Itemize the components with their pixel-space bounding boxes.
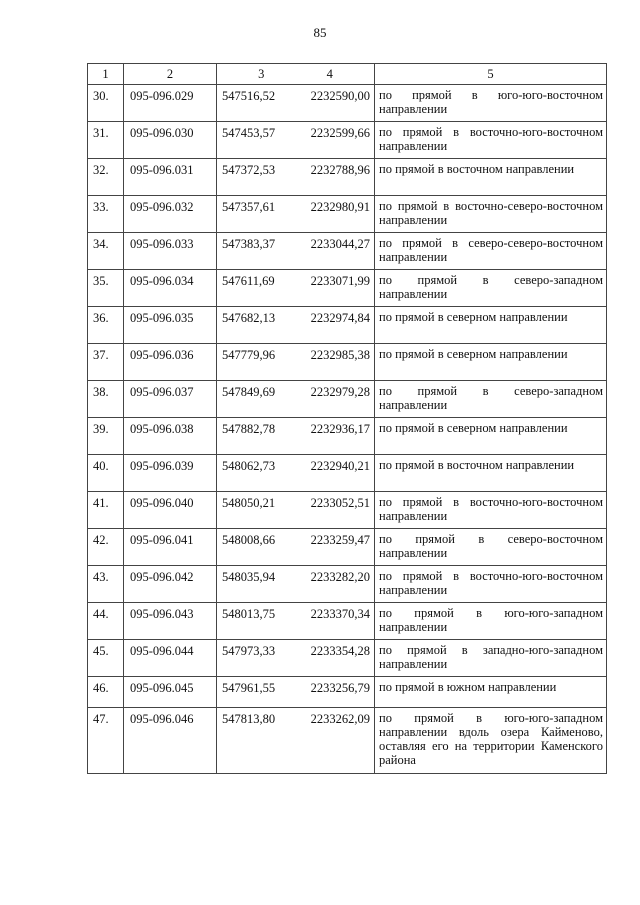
coordinate-x: 547813,80 (222, 712, 276, 726)
coordinate-x: 548050,21 (222, 496, 276, 510)
row-number: 46. (88, 677, 124, 708)
direction-description-cell (375, 418, 607, 455)
point-code: 095-096.042 (124, 566, 217, 603)
direction-description: по прямой в северо-западном направлении (379, 384, 603, 412)
table-row (88, 492, 607, 529)
row-number: 40. (88, 455, 124, 492)
point-code: 095-096.029 (124, 85, 217, 122)
coordinate-y: 2233256,79 (310, 681, 370, 695)
direction-description: по прямой в восточно-северо-восточном направлении (379, 199, 603, 227)
direction-description: по прямой в западно-юго-западном направлении (379, 643, 603, 671)
direction-description: по прямой в восточном направлении (379, 458, 575, 472)
direction-description-cell (375, 566, 607, 603)
point-code: 095-096.030 (124, 122, 217, 159)
direction-description-cell (375, 640, 607, 677)
table-row (88, 122, 607, 159)
direction-description-cell (375, 529, 607, 566)
coordinate-x: 547453,57 (222, 126, 276, 140)
page-number: 85 (313, 25, 327, 40)
coordinates-cell (217, 122, 375, 159)
row-number: 42. (88, 529, 124, 566)
coordinate-x: 547383,37 (222, 237, 276, 251)
coordinate-x: 547372,53 (222, 163, 276, 177)
coordinate-x: 547516,52 (222, 89, 276, 103)
direction-description: по прямой в северо-северо-восточном направлении (379, 236, 603, 264)
table-row (88, 529, 607, 566)
point-code: 095-096.041 (124, 529, 217, 566)
header-col-3: 3 (258, 67, 265, 81)
table-row (88, 640, 607, 677)
point-code: 095-096.037 (124, 381, 217, 418)
header-col-2: 2 (124, 64, 217, 85)
row-number: 41. (88, 492, 124, 529)
coordinate-y: 2232974,84 (310, 311, 370, 325)
point-code: 095-096.036 (124, 344, 217, 381)
coordinate-y: 2233052,51 (310, 496, 370, 510)
direction-description-cell (375, 196, 607, 233)
direction-description-cell (375, 122, 607, 159)
row-number: 31. (88, 122, 124, 159)
table-row (88, 270, 607, 307)
coordinate-x: 548062,73 (222, 459, 276, 473)
header-col-5: 5 (375, 64, 607, 85)
coordinates-cell (217, 603, 375, 640)
table-row (88, 307, 607, 344)
row-number: 47. (88, 708, 124, 774)
coordinates-cell (217, 566, 375, 603)
direction-description: по прямой в восточно-юго-восточном направлении (379, 495, 603, 523)
coordinate-y: 2232599,66 (310, 126, 370, 140)
coordinate-x: 548035,94 (222, 570, 276, 584)
direction-description-cell (375, 455, 607, 492)
direction-description: по прямой в восточно-юго-восточном направлении (379, 569, 603, 597)
coordinate-x: 547779,96 (222, 348, 276, 362)
coordinate-x: 547961,55 (222, 681, 276, 695)
coordinate-x: 547611,69 (222, 274, 275, 288)
point-code: 095-096.045 (124, 677, 217, 708)
direction-description: по прямой в северном направлении (379, 347, 568, 361)
point-code: 095-096.039 (124, 455, 217, 492)
direction-description-cell (375, 233, 607, 270)
point-code: 095-096.044 (124, 640, 217, 677)
coordinate-y: 2233044,27 (310, 237, 370, 251)
direction-description: по прямой в северо-западном направлении (379, 273, 603, 301)
direction-description-cell (375, 603, 607, 640)
coordinate-y: 2233259,47 (310, 533, 370, 547)
direction-description-cell (375, 492, 607, 529)
table-row (88, 603, 607, 640)
direction-description: по прямой в юго-юго-западном направлении вдоль озера Кайменово, оставляя его на территории Каменского района (379, 711, 603, 767)
coordinate-y: 2232788,96 (310, 163, 370, 177)
table-row (88, 418, 607, 455)
direction-description: по прямой в северо-восточном направлении (379, 532, 603, 560)
row-number: 45. (88, 640, 124, 677)
direction-description-cell (375, 307, 607, 344)
point-code: 095-096.043 (124, 603, 217, 640)
table-header-row (88, 64, 607, 85)
coordinates-cell (217, 270, 375, 307)
row-number: 32. (88, 159, 124, 196)
coordinate-x: 547973,33 (222, 644, 276, 658)
table-row (88, 708, 607, 774)
header-col-1: 1 (88, 64, 124, 85)
coordinates-cell (217, 159, 375, 196)
point-code: 095-096.038 (124, 418, 217, 455)
point-code: 095-096.046 (124, 708, 217, 774)
coordinate-y: 2232940,21 (310, 459, 370, 473)
coordinates-cell (217, 85, 375, 122)
point-code: 095-096.032 (124, 196, 217, 233)
coordinates-cell (217, 381, 375, 418)
table-row (88, 455, 607, 492)
row-number: 43. (88, 566, 124, 603)
header-col-3-4 (217, 64, 375, 85)
direction-description: по прямой в южном направлении (379, 680, 557, 694)
coordinates-cell (217, 529, 375, 566)
table-row (88, 85, 607, 122)
row-number: 33. (88, 196, 124, 233)
direction-description: по прямой в северном направлении (379, 310, 568, 324)
coordinate-y: 2233354,28 (310, 644, 370, 658)
coordinates-cell (217, 344, 375, 381)
coordinate-x: 547882,78 (222, 422, 276, 436)
coordinates-cell (217, 492, 375, 529)
point-code: 095-096.040 (124, 492, 217, 529)
direction-description: по прямой в восточно-юго-восточном направлении (379, 125, 603, 153)
header-col-4: 4 (326, 67, 333, 81)
direction-description-cell (375, 85, 607, 122)
row-number: 37. (88, 344, 124, 381)
row-number: 36. (88, 307, 124, 344)
coordinate-x: 547849,69 (222, 385, 276, 399)
coordinate-x: 548008,66 (222, 533, 276, 547)
direction-description: по прямой в юго-юго-западном направлении (379, 606, 603, 634)
table-row (88, 381, 607, 418)
coordinates-cell (217, 640, 375, 677)
row-number: 30. (88, 85, 124, 122)
coordinates-cell (217, 307, 375, 344)
coordinate-y: 2233071,99 (310, 274, 370, 288)
coordinates-cell (217, 418, 375, 455)
coordinates-cell (217, 455, 375, 492)
table-row (88, 677, 607, 708)
point-code: 095-096.035 (124, 307, 217, 344)
coordinate-y: 2233282,20 (310, 570, 370, 584)
row-number: 44. (88, 603, 124, 640)
coordinates-cell (217, 196, 375, 233)
direction-description-cell (375, 344, 607, 381)
row-number: 35. (88, 270, 124, 307)
direction-description: по прямой в восточном направлении (379, 162, 575, 176)
direction-description: по прямой в северном направлении (379, 421, 568, 435)
row-number: 38. (88, 381, 124, 418)
point-code: 095-096.033 (124, 233, 217, 270)
coordinate-y: 2232936,17 (310, 422, 370, 436)
direction-description-cell (375, 270, 607, 307)
direction-description: по прямой в юго-юго-восточном направлении (379, 88, 603, 116)
direction-description-cell (375, 708, 607, 774)
table-row (88, 159, 607, 196)
boundary-points-table (87, 63, 607, 774)
coordinate-y: 2232979,28 (310, 385, 370, 399)
coordinate-y: 2232980,91 (310, 200, 370, 214)
row-number: 39. (88, 418, 124, 455)
coordinate-x: 548013,75 (222, 607, 276, 621)
coordinate-y: 2233262,09 (310, 712, 370, 726)
coordinate-x: 547682,13 (222, 311, 276, 325)
direction-description-cell (375, 677, 607, 708)
direction-description-cell (375, 159, 607, 196)
coordinate-y: 2233370,34 (310, 607, 370, 621)
coordinates-cell (217, 677, 375, 708)
table-row (88, 344, 607, 381)
coordinates-cell (217, 708, 375, 774)
table-row (88, 566, 607, 603)
coordinates-cell (217, 233, 375, 270)
direction-description-cell (375, 381, 607, 418)
row-number: 34. (88, 233, 124, 270)
coordinate-y: 2232590,00 (310, 89, 370, 103)
point-code: 095-096.034 (124, 270, 217, 307)
coordinate-y: 2232985,38 (310, 348, 370, 362)
coordinate-x: 547357,61 (222, 200, 276, 214)
table-row (88, 196, 607, 233)
point-code: 095-096.031 (124, 159, 217, 196)
table-row (88, 233, 607, 270)
